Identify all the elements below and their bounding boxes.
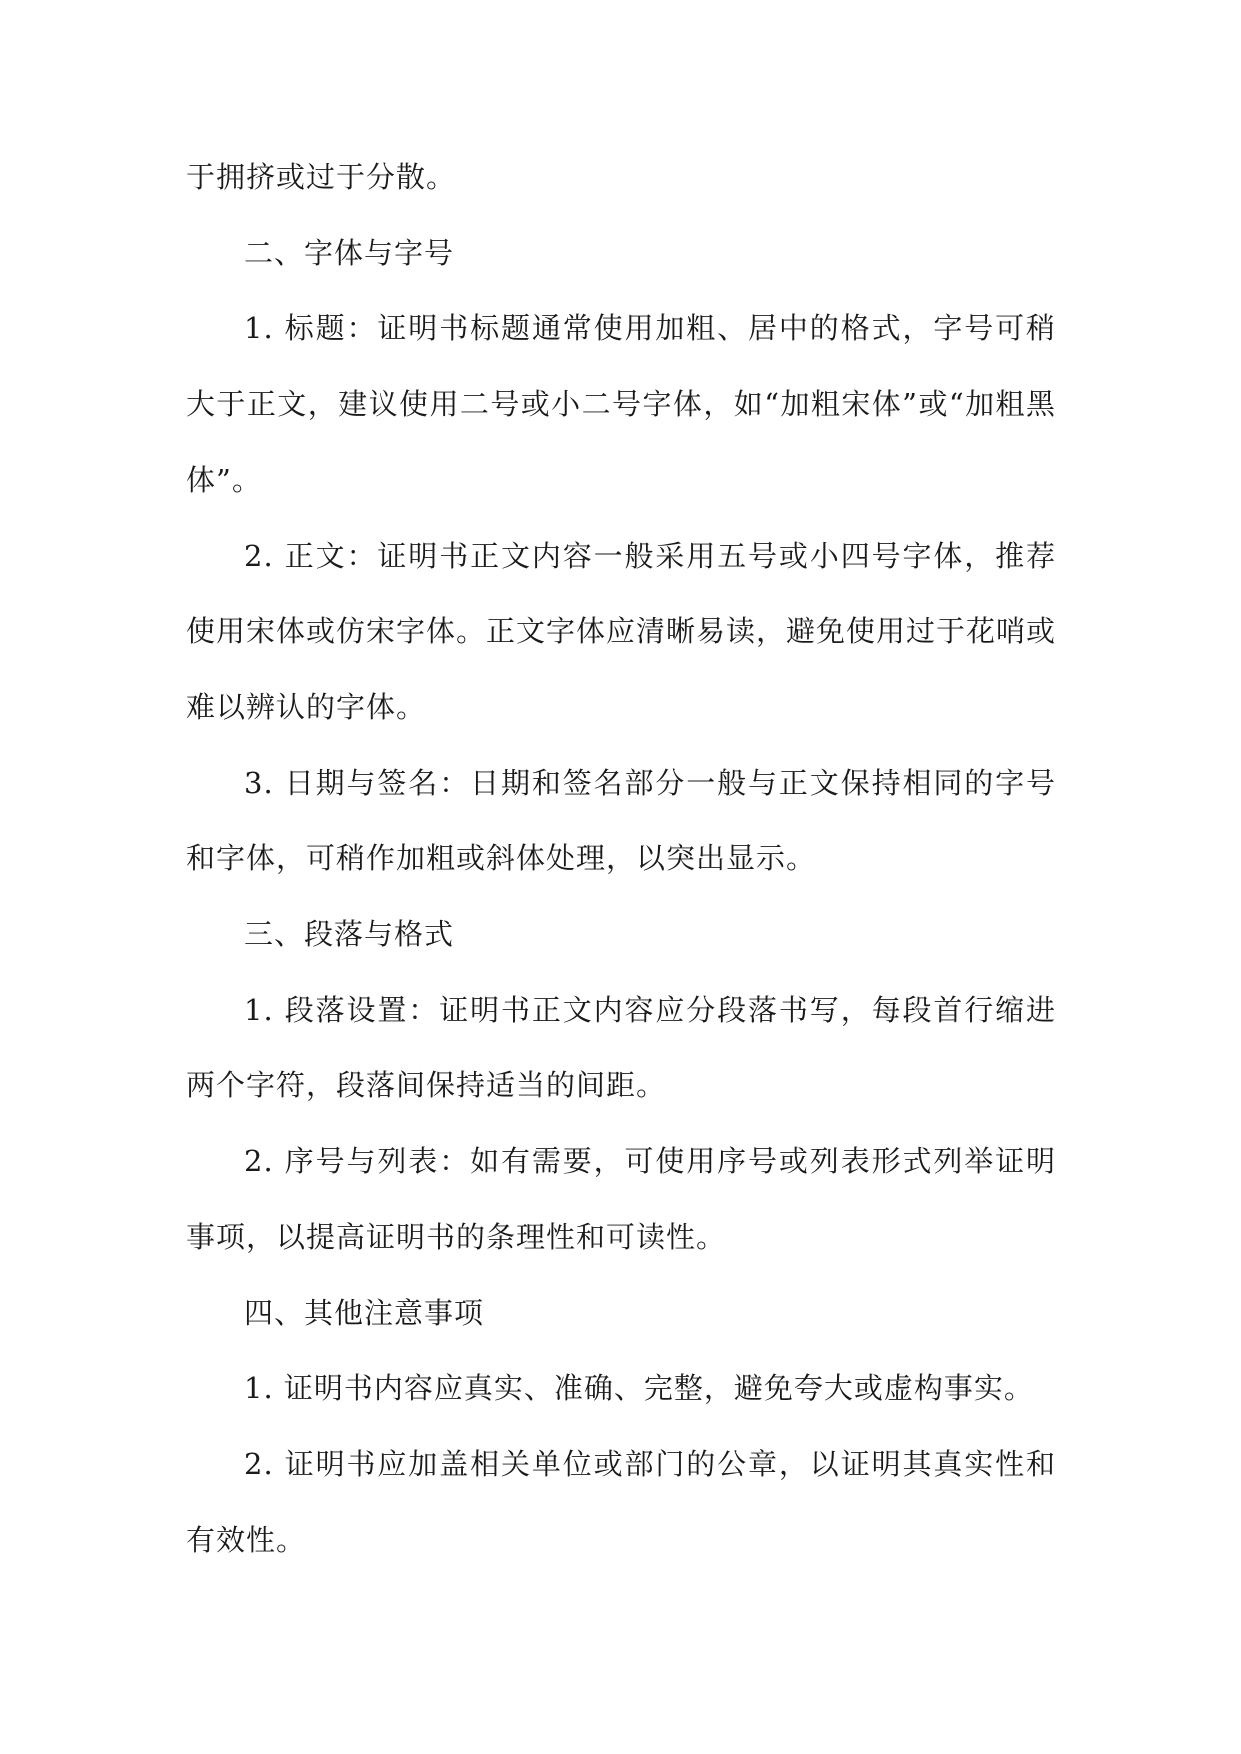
list-item-numbering: 2. 序号与列表：如有需要，可使用序号或列表形式列举证明事项，以提高证明书的条理性和可读性。 bbox=[186, 1144, 1056, 1254]
list-item-paragraph-settings: 1. 段落设置：证明书正文内容应分段落书写，每段首行缩进两个字符，段落间保持适当的间距。 bbox=[186, 992, 1056, 1103]
list-item-date-signature: 3. 日期与签名：日期和签名部分一般与正文保持相同的字号和字体，可稍作加粗或斜体处理，以突出显示。 bbox=[186, 765, 1056, 876]
list-item-official-seal: 2. 证明书应加盖相关单位或部门的公章，以证明其真实性和有效性。 bbox=[186, 1446, 1056, 1557]
section-heading-fonts: 二、字体与字号 bbox=[244, 235, 455, 270]
document-body bbox=[186, 140, 1056, 1578]
section-heading-paragraphs: 三、段落与格式 bbox=[244, 917, 455, 952]
section-heading-notes: 四、其他注意事项 bbox=[244, 1295, 485, 1330]
list-item-truthful-content: 1. 证明书内容应真实、准确、完整，避免夸大或虚构事实。 bbox=[244, 1371, 1034, 1406]
list-item-body-text: 2. 正文：证明书正文内容一般采用五号或小四号字体，推荐使用宋体或仿宋字体。正文字体应清晰易读，避免使用过于花哨或难以辨认的字体。 bbox=[186, 538, 1057, 724]
list-item-title: 1. 标题：证明书标题通常使用加粗、居中的格式，字号可稍大于正文，建议使用二号或小二号字体，如“加粗宋体”或“加粗黑体”。 bbox=[186, 311, 1056, 497]
paragraph-continuation: 于拥挤或过于分散。 bbox=[186, 160, 457, 194]
